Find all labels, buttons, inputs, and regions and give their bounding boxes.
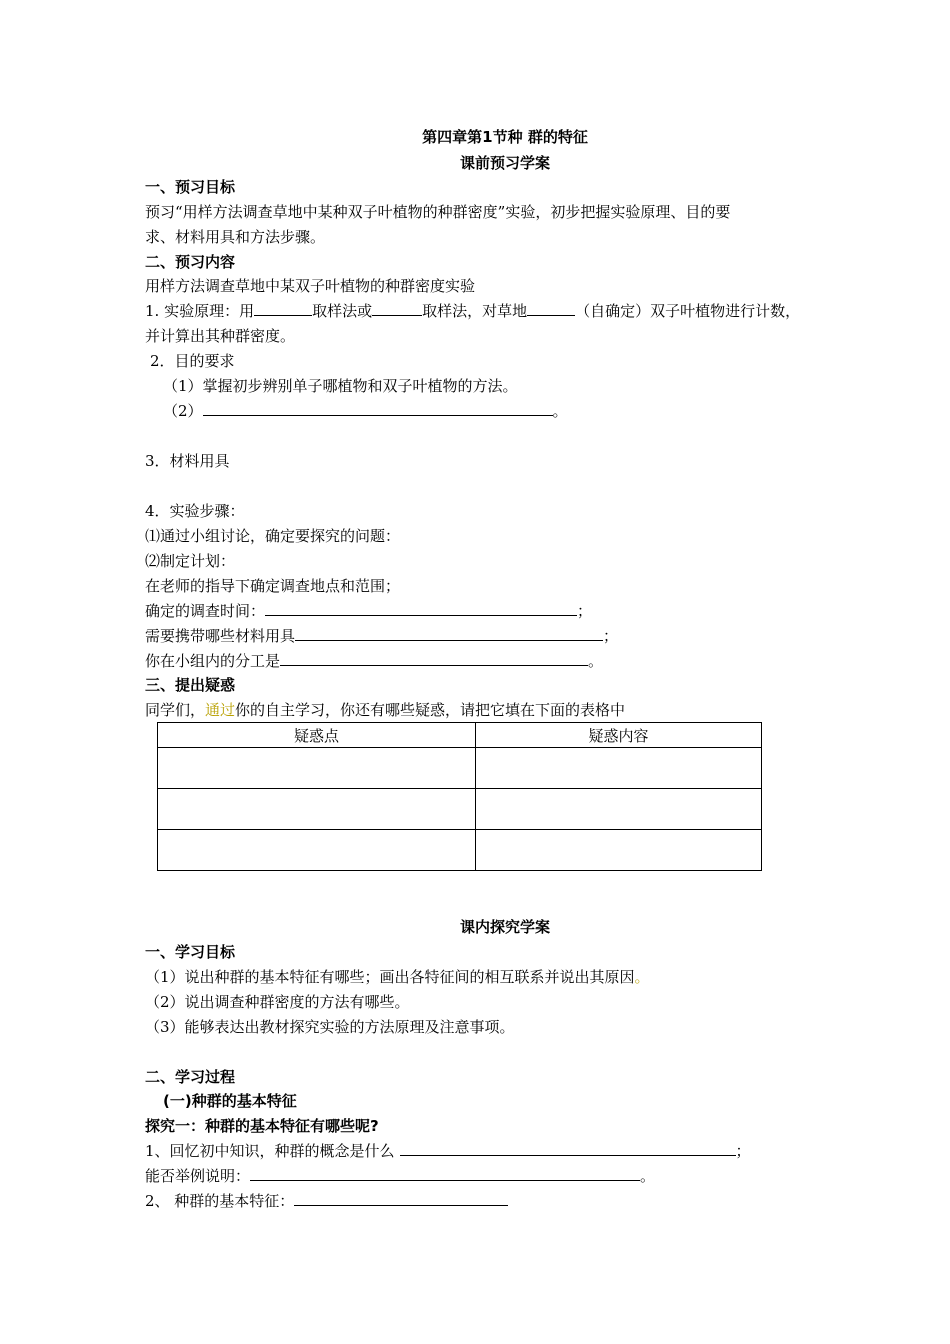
question-1-label: 1、回忆初中知识，种群的概念是什么 bbox=[145, 1142, 395, 1160]
heading-learning-process: 二、学习过程 bbox=[145, 1068, 236, 1086]
learning-goal-1-text: （1）说出种群的基本特征有哪些；画出各特征间的相互联系并说出其原因 bbox=[145, 968, 635, 986]
questions-intro-b: 通过 bbox=[205, 701, 236, 719]
heading-learning-goals: 一、学习目标 bbox=[145, 943, 236, 961]
table-cell-point[interactable] bbox=[158, 830, 476, 871]
step-2-division bbox=[145, 650, 603, 672]
purpose-item-2-label: （2） bbox=[163, 402, 203, 420]
question-1b-end: 。 bbox=[640, 1167, 656, 1185]
question-1 bbox=[145, 1140, 751, 1162]
table-cell-content[interactable] bbox=[476, 748, 762, 789]
table-cell-point[interactable] bbox=[158, 789, 476, 830]
table-row bbox=[158, 830, 762, 871]
heading-preview-goals: 一、预习目标 bbox=[145, 178, 236, 196]
step-1: ⑴通过小组讨论，确定要探究的问题： bbox=[145, 527, 401, 545]
blank-basic-features[interactable] bbox=[294, 1190, 508, 1206]
steps-heading: 4．实验步骤： bbox=[145, 502, 245, 520]
learning-goal-1 bbox=[145, 966, 650, 988]
learning-goal-2: （2）说出调查种群密度的方法有哪些。 bbox=[145, 993, 410, 1011]
principle-text-c: 取样法，对草地 bbox=[422, 302, 528, 320]
step-2-time-label: 确定的调查时间： bbox=[145, 602, 266, 620]
preview-content-intro: 用样方法调查草地中某双子叶植物的种群密度实验 bbox=[145, 277, 476, 295]
step-2-materials-end: ； bbox=[603, 627, 619, 645]
blank-division[interactable] bbox=[280, 650, 588, 666]
purpose-item-2 bbox=[163, 400, 568, 422]
question-2-label: 2、 种群的基本特征： bbox=[145, 1192, 295, 1210]
principle-text-e: 并计算出其种群密度。 bbox=[145, 327, 296, 345]
table-header-content: 疑惑内容 bbox=[476, 723, 762, 748]
questions-intro-a: 同学们， bbox=[145, 701, 206, 719]
explore-1: 探究一：种群的基本特征有哪些呢? bbox=[145, 1117, 379, 1135]
questions-intro bbox=[145, 699, 625, 721]
step-2-time bbox=[145, 600, 592, 622]
heading-questions: 三、提出疑惑 bbox=[145, 676, 236, 694]
page-title: 第四章第1节种 群的特征 bbox=[422, 128, 588, 146]
preview-goals-text-cont: 求、材料用具和方法步骤。 bbox=[145, 228, 326, 246]
purpose-heading: 2．目的要求 bbox=[150, 352, 235, 370]
question-2 bbox=[145, 1190, 508, 1212]
blank-materials[interactable] bbox=[295, 625, 603, 641]
questions-table bbox=[157, 722, 762, 871]
blank-purpose-2[interactable] bbox=[203, 400, 553, 416]
section-title-preview: 课前预习学案 bbox=[459, 154, 550, 172]
table-header-point: 疑惑点 bbox=[158, 723, 476, 748]
step-2-time-end: ； bbox=[577, 602, 593, 620]
blank-sampling-1[interactable] bbox=[254, 300, 312, 316]
questions-intro-c: 你的自主学习，你还有哪些疑惑，请把它填在下面的表格中 bbox=[235, 701, 626, 719]
blank-sampling-2[interactable] bbox=[372, 300, 422, 316]
section-title-inclass: 课内探究学案 bbox=[459, 918, 550, 936]
table-row bbox=[158, 789, 762, 830]
learning-goal-1-end: 。 bbox=[634, 968, 650, 986]
question-1b-label: 能否举例说明： bbox=[145, 1167, 251, 1185]
principle-line bbox=[145, 300, 800, 322]
blank-example[interactable] bbox=[250, 1165, 640, 1181]
step-2: ⑵制定计划： bbox=[145, 552, 236, 570]
materials-heading: 3．材料用具 bbox=[145, 452, 230, 470]
step-2-division-label: 你在小组内的分工是 bbox=[145, 652, 281, 670]
step-2-division-end: 。 bbox=[588, 652, 604, 670]
heading-preview-content: 二、预习内容 bbox=[145, 253, 236, 271]
table-cell-point[interactable] bbox=[158, 748, 476, 789]
table-row bbox=[158, 748, 762, 789]
step-2-location: 在老师的指导下确定调查地点和范围； bbox=[145, 577, 401, 595]
table-header-row bbox=[158, 723, 762, 748]
learning-goal-3: （3）能够表达出教材探究实验的方法原理及注意事项。 bbox=[145, 1018, 515, 1036]
blank-grassland[interactable] bbox=[527, 300, 575, 316]
question-1-end: ； bbox=[735, 1142, 751, 1160]
purpose-item-2-end: 。 bbox=[552, 402, 568, 420]
principle-text-b: 取样法或 bbox=[312, 302, 373, 320]
preview-goals-text: 预习“用样方法调查草地中某种双子叶植物的种群密度”实验，初步把握实验原理、目的要 bbox=[145, 203, 731, 221]
table-cell-content[interactable] bbox=[476, 830, 762, 871]
blank-time[interactable] bbox=[265, 600, 577, 616]
step-2-materials-label: 需要携带哪些材料用具 bbox=[145, 627, 296, 645]
purpose-item-1: （1）掌握初步辨别单子哪植物和双子叶植物的方法。 bbox=[163, 377, 518, 395]
subheading-basic-features: (一)种群的基本特征 bbox=[163, 1092, 297, 1110]
principle-text-a: 1. 实验原理：用 bbox=[145, 302, 255, 320]
table-cell-content[interactable] bbox=[476, 789, 762, 830]
blank-concept[interactable] bbox=[400, 1140, 736, 1156]
step-2-materials bbox=[145, 625, 618, 647]
principle-text-d: （自确定）双子叶植物进行计数， bbox=[575, 302, 801, 320]
question-1b bbox=[145, 1165, 655, 1187]
